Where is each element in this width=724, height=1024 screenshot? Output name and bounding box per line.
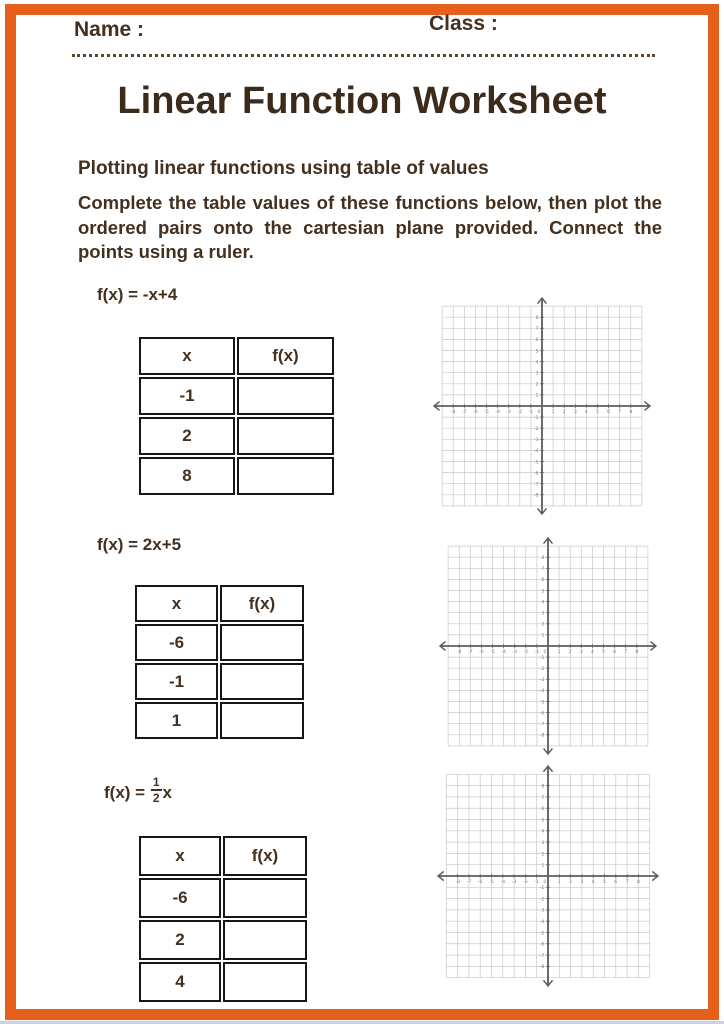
svg-text:-8: -8 xyxy=(456,649,462,655)
svg-text:-1: -1 xyxy=(539,886,545,892)
table-row xyxy=(135,663,304,700)
x-value-cell: 4 xyxy=(139,962,221,1002)
value-table-1 xyxy=(137,335,336,497)
function-label-2: f(x) = 2x+5 xyxy=(97,535,182,554)
svg-text:-5: -5 xyxy=(484,409,489,415)
table-row xyxy=(135,702,304,739)
svg-text:4: 4 xyxy=(591,879,595,885)
svg-text:0: 0 xyxy=(543,649,547,655)
svg-text:1: 1 xyxy=(557,649,561,655)
svg-text:3: 3 xyxy=(580,879,584,885)
svg-text:4: 4 xyxy=(535,360,539,366)
svg-text:6: 6 xyxy=(541,807,545,813)
svg-text:-3: -3 xyxy=(511,879,517,885)
svg-text:-2: -2 xyxy=(523,879,528,885)
svg-text:-8: -8 xyxy=(533,493,539,499)
svg-text:-1: -1 xyxy=(534,649,540,655)
svg-text:1: 1 xyxy=(551,409,555,415)
svg-text:2: 2 xyxy=(568,649,572,655)
column-header-x: x xyxy=(135,585,218,622)
svg-text:8: 8 xyxy=(635,649,639,655)
svg-text:-2: -2 xyxy=(539,897,545,903)
page-title: Linear Function Worksheet xyxy=(117,80,607,122)
table-row xyxy=(139,457,334,495)
svg-text:1: 1 xyxy=(535,393,539,399)
svg-text:4: 4 xyxy=(590,649,594,655)
x-value-cell: -1 xyxy=(135,663,218,700)
svg-text:4: 4 xyxy=(541,829,545,835)
svg-text:6: 6 xyxy=(535,338,539,344)
column-header-x: x xyxy=(139,337,235,375)
svg-text:-1: -1 xyxy=(539,655,545,661)
class-label: Class : xyxy=(429,12,498,35)
svg-text:-3: -3 xyxy=(512,649,518,655)
table-row xyxy=(139,962,307,1002)
table-row xyxy=(139,878,307,918)
svg-text:2: 2 xyxy=(541,852,545,858)
name-label: Name : xyxy=(74,18,145,41)
table-header-row xyxy=(139,337,334,375)
svg-text:-1: -1 xyxy=(533,415,539,421)
answer-cell[interactable] xyxy=(223,920,307,960)
svg-text:3: 3 xyxy=(535,371,539,377)
svg-text:8: 8 xyxy=(636,879,640,885)
svg-text:7: 7 xyxy=(625,879,629,885)
svg-text:8: 8 xyxy=(541,784,545,790)
svg-text:5: 5 xyxy=(596,409,599,415)
svg-text:0: 0 xyxy=(543,879,547,885)
svg-text:6: 6 xyxy=(607,409,611,415)
svg-text:-5: -5 xyxy=(539,700,545,706)
x-value-cell: 2 xyxy=(139,920,221,960)
svg-text:-6: -6 xyxy=(479,649,484,655)
table-header-row xyxy=(135,585,304,622)
answer-cell[interactable] xyxy=(220,702,304,739)
column-header-fx: f(x) xyxy=(220,585,304,622)
svg-text:3: 3 xyxy=(579,649,583,655)
svg-text:7: 7 xyxy=(541,795,545,801)
table-row xyxy=(139,417,334,455)
fraction xyxy=(151,776,162,804)
svg-text:6: 6 xyxy=(614,879,618,885)
answer-cell[interactable] xyxy=(220,663,304,700)
svg-text:-6: -6 xyxy=(539,711,545,717)
function-label-suffix: x xyxy=(162,783,172,802)
column-header-fx: f(x) xyxy=(223,836,307,876)
table-header-row xyxy=(139,836,307,876)
table-row xyxy=(139,920,307,960)
svg-text:-6: -6 xyxy=(533,471,539,477)
svg-text:-3: -3 xyxy=(539,908,545,914)
svg-text:-7: -7 xyxy=(461,409,467,415)
svg-text:7: 7 xyxy=(624,649,628,655)
answer-cell[interactable] xyxy=(223,962,307,1002)
svg-text:-4: -4 xyxy=(533,449,539,455)
svg-text:-3: -3 xyxy=(539,678,545,684)
svg-text:1: 1 xyxy=(541,863,545,869)
answer-cell[interactable] xyxy=(237,457,334,495)
svg-text:-3: -3 xyxy=(506,409,512,415)
svg-text:8: 8 xyxy=(541,556,545,562)
table-row xyxy=(139,377,334,415)
svg-text:2: 2 xyxy=(569,879,573,885)
fraction-numerator: 1 xyxy=(152,775,160,789)
svg-text:-8: -8 xyxy=(455,879,460,885)
svg-text:6: 6 xyxy=(613,649,617,655)
svg-text:1: 1 xyxy=(557,879,561,885)
svg-text:-6: -6 xyxy=(473,409,478,415)
fraction-denominator: 2 xyxy=(152,791,160,805)
instructions-text: Complete the table values of these functions below, then plot the ordered pairs onto the cartesian plane provided. Connect the points using a ruler. xyxy=(78,192,662,263)
svg-text:3: 3 xyxy=(541,840,545,846)
svg-text:3: 3 xyxy=(541,611,545,617)
svg-text:-1: -1 xyxy=(528,409,534,415)
svg-text:6: 6 xyxy=(541,578,545,584)
svg-text:8: 8 xyxy=(535,316,539,322)
svg-text:-7: -7 xyxy=(467,649,473,655)
svg-text:8: 8 xyxy=(629,409,633,415)
svg-text:4: 4 xyxy=(584,409,588,415)
header-dotted-divider xyxy=(72,54,655,57)
svg-text:4: 4 xyxy=(541,600,545,606)
svg-text:2: 2 xyxy=(535,382,539,388)
svg-text:-8: -8 xyxy=(450,409,456,415)
function-label-1: f(x) = -x+4 xyxy=(97,285,178,304)
svg-text:-5: -5 xyxy=(533,460,539,466)
svg-text:5: 5 xyxy=(541,589,545,595)
x-value-cell: 8 xyxy=(139,457,235,495)
svg-text:2: 2 xyxy=(541,622,545,628)
x-value-cell: 1 xyxy=(135,702,218,739)
svg-text:-2: -2 xyxy=(517,409,523,415)
svg-text:7: 7 xyxy=(535,327,539,333)
svg-text:5: 5 xyxy=(602,879,606,885)
cartesian-grid-1 xyxy=(430,294,654,518)
svg-text:-6: -6 xyxy=(539,942,545,948)
svg-text:7: 7 xyxy=(541,567,545,573)
svg-text:-1: -1 xyxy=(534,879,540,885)
svg-text:-2: -2 xyxy=(533,427,539,433)
svg-text:2: 2 xyxy=(562,409,566,415)
svg-text:-5: -5 xyxy=(489,879,494,885)
x-value-cell: 2 xyxy=(139,417,235,455)
answer-cell[interactable] xyxy=(223,878,307,918)
svg-text:5: 5 xyxy=(602,649,605,655)
svg-text:-7: -7 xyxy=(466,879,472,885)
column-header-fx: f(x) xyxy=(237,337,334,375)
answer-cell[interactable] xyxy=(237,377,334,415)
cartesian-grid-3 xyxy=(434,762,662,990)
svg-text:5: 5 xyxy=(535,349,539,355)
svg-text:-4: -4 xyxy=(500,879,506,885)
cartesian-grid-2 xyxy=(436,534,660,758)
svg-text:-2: -2 xyxy=(539,667,545,673)
svg-text:-5: -5 xyxy=(490,649,495,655)
svg-text:-7: -7 xyxy=(539,953,545,959)
svg-text:-8: -8 xyxy=(539,965,545,971)
x-value-cell: -6 xyxy=(139,878,221,918)
svg-text:-5: -5 xyxy=(539,931,545,937)
svg-text:-4: -4 xyxy=(495,409,500,415)
table-row xyxy=(135,624,304,661)
x-value-cell: -6 xyxy=(135,624,218,661)
svg-text:-3: -3 xyxy=(533,438,539,444)
svg-text:-7: -7 xyxy=(539,722,545,728)
svg-text:-4: -4 xyxy=(501,649,506,655)
column-header-x: x xyxy=(139,836,221,876)
svg-text:-8: -8 xyxy=(539,733,545,739)
value-table-3 xyxy=(137,834,309,1004)
svg-text:-4: -4 xyxy=(539,689,545,695)
function-label-prefix: f(x) = xyxy=(104,783,146,802)
svg-text:1: 1 xyxy=(541,633,545,639)
svg-text:-6: -6 xyxy=(477,879,483,885)
svg-text:-4: -4 xyxy=(539,920,545,926)
svg-text:-2: -2 xyxy=(523,649,529,655)
svg-text:7: 7 xyxy=(618,409,622,415)
section-heading: Plotting linear functions using table of values xyxy=(78,158,489,179)
function-label-3 xyxy=(104,776,172,804)
answer-cell[interactable] xyxy=(220,624,304,661)
x-value-cell: -1 xyxy=(139,377,235,415)
svg-text:5: 5 xyxy=(541,818,545,824)
svg-text:0: 0 xyxy=(537,409,541,415)
answer-cell[interactable] xyxy=(237,417,334,455)
svg-text:-7: -7 xyxy=(533,482,539,488)
value-table-2 xyxy=(133,583,306,741)
svg-text:3: 3 xyxy=(573,409,577,415)
